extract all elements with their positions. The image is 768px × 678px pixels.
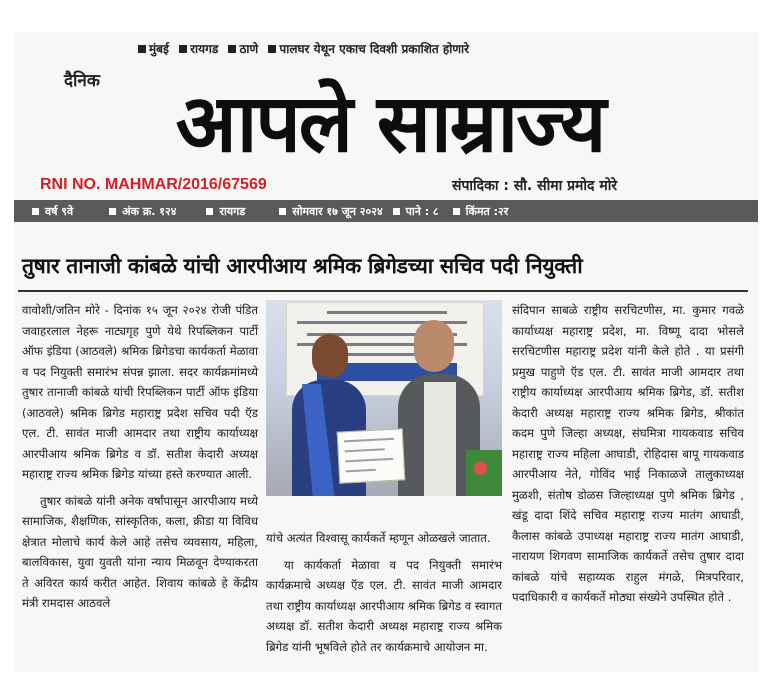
certificate-line xyxy=(345,448,385,452)
certificate-line xyxy=(344,438,394,443)
article-photo xyxy=(266,300,502,496)
info-pages-label: पाने : ८ xyxy=(405,204,439,218)
white-shirt xyxy=(424,382,456,496)
rni-number: RNI NO. MAHMAR/2016/67569 xyxy=(40,176,267,193)
info-date-label: सोमवार १७ जून २०२४ xyxy=(292,204,383,218)
flower-bouquet xyxy=(466,450,502,496)
certificate-line xyxy=(345,458,393,463)
issue-info-bar xyxy=(14,200,758,222)
bullet-square-icon xyxy=(206,208,213,215)
edition-palghar: पालघर येथून एकाच दिवशी प्रकाशित होणारे xyxy=(279,42,470,56)
info-issue-label: अंक क्र. १२४ xyxy=(122,204,177,218)
info-region xyxy=(206,204,245,219)
editor-credit: संपादिका : सौ. सीमा प्रमोद मोरे xyxy=(452,178,618,194)
edition-line xyxy=(132,40,732,58)
info-price-label: किंमत :२र xyxy=(465,204,509,218)
bullet-square-icon xyxy=(32,208,39,215)
article-headline: तुषार तानाजी कांबळे यांची आरपीआय श्रमिक ब्रिगेडच्या सचिव पदी नियुक्ती xyxy=(22,254,583,278)
bullet-square-icon xyxy=(179,45,187,53)
bullet-square-icon xyxy=(109,208,116,215)
article-paragraph: तुषार कांबळे यांनी अनेक वर्षांपासून आरपीआय मध्ये सामाजिक, शैक्षणिक, सांस्कृतिक, कला, क्रीडा या विविध क्षेत्रात मोलाचे कार्य केले आहे तसेच व्यवसाय, महिला, बालविकास, युवा युवती यांना न्याय मिळवून देण्याकरता ते अविरत कार्य करीत आहेत. शिवाय कांबळे हे केंद्रीय मंत्री रामदास आठवले xyxy=(22,493,258,610)
info-region-label: रायगड xyxy=(219,204,246,218)
info-date xyxy=(279,204,382,219)
info-year-label: वर्ष ९वे xyxy=(45,204,74,218)
article-paragraph: वावोशी/जतिन मोरे - दिनांक १५ जून २०२४ रोजी पंडित जवाहरलाल नेहरू नाट्यगृह पुणे येथे रिपब्लिकन पार्टी ऑफ इंडिया (आठवले) श्रमिक ब्रिगेडचा कार्यकर्ता मेळावा व पद नियुक्ती समारंभ संपन्न झाला. सदर कार्यक्रमांमध्ये तुषार तानाजी कांबळे यांची रिपब्लिकन पार्टी ऑफ इंडिया (आठवले) श्रमिक ब्रिगेड महाराष्ट्र प्रदेश सचिव पदी ऍड एल. टी. सावंत माजी आमदार तथा राष्ट्रीय कार्याध्यक्ष आरपीआय श्रमिक ब्रिगेड व डॉ. सतीश केदारी अध्यक्ष महाराष्ट्र राज्य श्रमिक ब्रिगेड यांच्या हस्ते करण्यात आली. xyxy=(22,303,258,481)
article-column-3 xyxy=(512,300,744,614)
certificate xyxy=(337,428,406,483)
edition-thane: ठाणे xyxy=(239,42,259,56)
article-column-1 xyxy=(22,300,258,620)
article-paragraph: या कार्यकर्ता मेळावा व पद नियुक्ती समारंभ कार्यक्रमाचे अध्यक्ष ऍड एल. टी. सावंत माजी आमदार तथा राष्ट्रीय कार्याध्यक्ष आरपीआय श्रमिक ब्रिगेड व स्वागत अध्यक्ष डॉ. सतीश केदारी अध्यक्ष महाराष्ट्र राज्य श्रमिक ब्रिगेड यांनी भूषविले होते तर कार्यक्रमाचे आयोजन मा. xyxy=(266,557,502,654)
edition-mumbai: मुंबई xyxy=(149,42,169,56)
banner-text-line xyxy=(327,311,447,314)
info-price xyxy=(453,204,509,219)
masthead-prefix: दैनिक xyxy=(64,71,100,91)
bullet-square-icon xyxy=(453,208,460,215)
bullet-square-icon xyxy=(393,208,400,215)
bullet-square-icon xyxy=(228,45,236,53)
bullet-square-icon xyxy=(138,45,146,53)
info-year xyxy=(32,204,73,219)
article-paragraph: यांचे अत्यंत विश्वासू कार्यकर्ते म्हणून ओळखले जातात. xyxy=(266,531,491,545)
info-issue xyxy=(109,204,176,219)
bullet-square-icon xyxy=(279,208,286,215)
article-column-2 xyxy=(266,528,502,663)
headline-divider xyxy=(18,290,748,292)
bullet-square-icon xyxy=(268,45,276,53)
info-pages xyxy=(393,204,439,219)
newspaper-title: आपले साम्राज्य xyxy=(175,77,605,170)
certificate-line xyxy=(346,469,376,473)
edition-raigad: रायगड xyxy=(190,42,219,56)
person-head xyxy=(312,334,348,378)
article-paragraph: संदिपान साबळे राष्ट्रीय सरचिटणीस, मा. कुमार गवळे कार्याध्यक्ष महाराष्ट्र प्रदेश, मा. विष्णू दादा भोसले सरचिटणीस महाराष्ट्र प्रदेश यांनी केले होते . या प्रसंगी प्रमुख पाहुणे ऍड एल. टी. सावंत माजी आमदार तथा राष्ट्रीय कार्याध्यक्ष आरपीआय श्रमिक ब्रिगेड, डॉ. सतीश केदारी अध्यक्ष महाराष्ट्र राज्य श्रमिक ब्रिगेड, श्रीकांत कदम पुणे जिल्हा अध्यक्ष, संघमित्रा गायकवाड सचिव महाराष्ट्र राज्य महिला आघाडी, रोहिदास बापू गायकवाड आरपीआय नेते, गोविंद भाई निकाळजे तालुकाध्यक्ष मुळशी, संतोष डोळस जिल्हाध्यक्ष पुणे श्रमिक ब्रिगेड , खंडू दादा शिंदे सचिव महाराष्ट्र राज्य मातंग आघाडी, कैलास कांबळे उपाध्यक्ष महाराष्ट्र राज्य मातंग आघाडी, नारायण शिगवण सामाजिक कार्यकर्ते तसेच तुषार दादा कांबळे यांचे सहाय्यक राहुल मंगळे, मित्रपरिवार, पदाधिकारी व कार्यकर्ते मोठ्या संख्येने उपस्थित होते . xyxy=(512,303,744,604)
person-head xyxy=(414,320,454,372)
